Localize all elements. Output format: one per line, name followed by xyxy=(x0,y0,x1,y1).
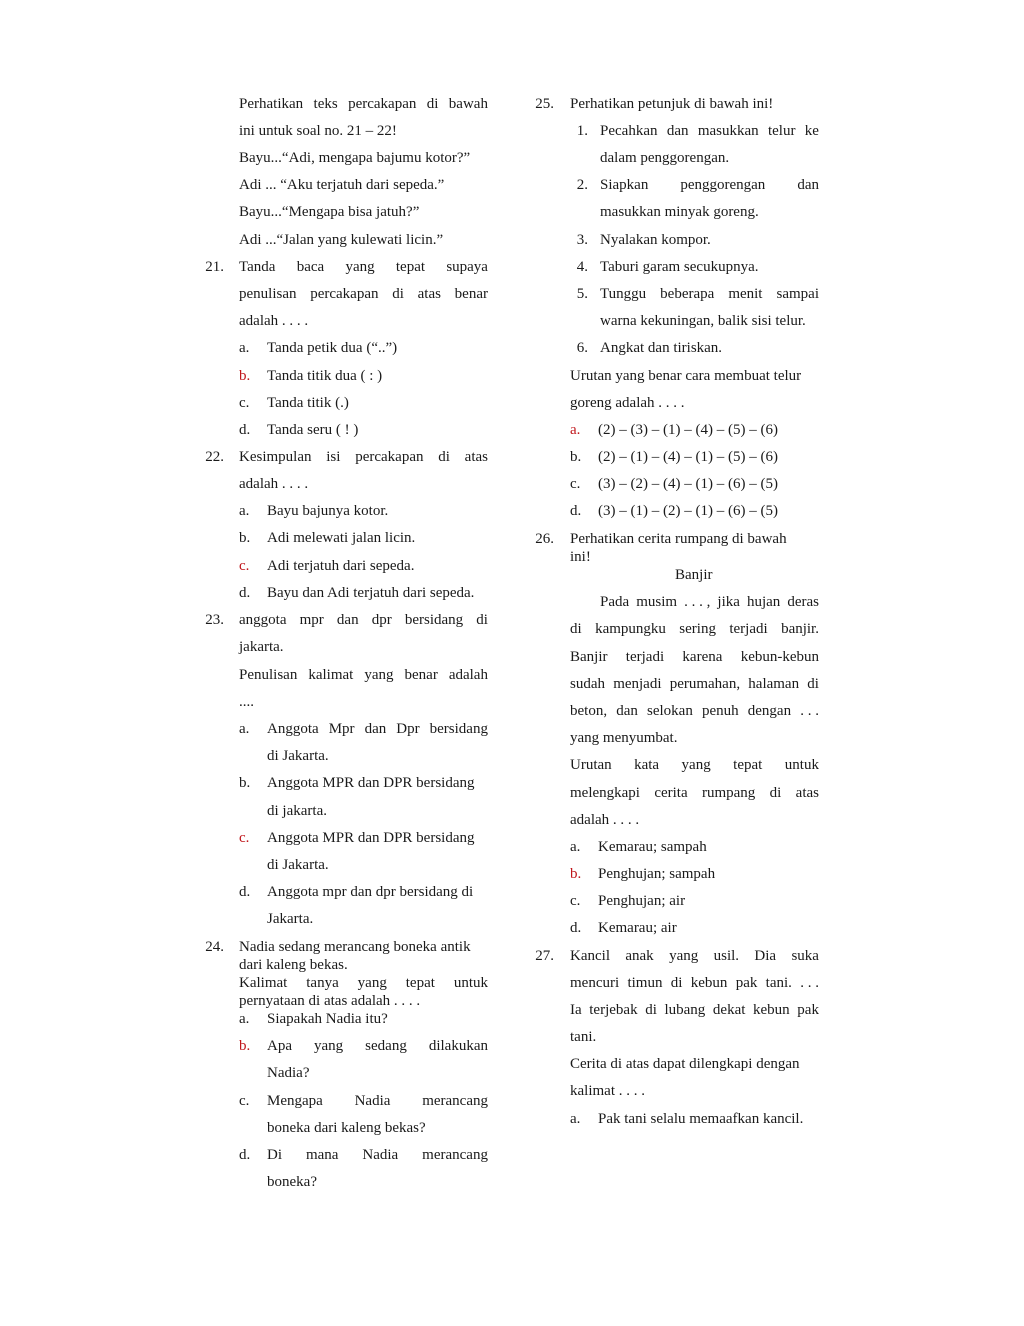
question-prompt xyxy=(570,784,819,802)
word: sampai xyxy=(776,286,819,302)
story-line xyxy=(570,648,819,666)
option-letter: a. xyxy=(570,839,581,855)
word: yang xyxy=(345,259,375,275)
word: kebun xyxy=(690,975,728,991)
option-letter: d. xyxy=(570,503,582,519)
word: karena xyxy=(682,649,723,665)
story-line: yang menyumbat. xyxy=(570,730,678,746)
question-text: Nadia sedang merancang boneka antik xyxy=(239,939,471,955)
option-letter: c. xyxy=(570,476,581,492)
intro-line xyxy=(239,95,488,113)
option-text: Kemarau; sampah xyxy=(598,839,707,855)
option-letter: d. xyxy=(570,920,582,936)
word: terjadi xyxy=(729,621,768,637)
option-text: di Jakarta. xyxy=(267,748,329,764)
step-text: Angkat dan tiriskan. xyxy=(600,340,723,356)
step-text: Nyalakan kompor. xyxy=(600,232,711,248)
question-text: adalah . . . . xyxy=(239,476,309,492)
question-text: jakarta. xyxy=(239,639,284,655)
word: di xyxy=(807,676,819,692)
word: Banjir xyxy=(570,649,608,665)
word: Tanda xyxy=(239,259,276,275)
word: . . . , xyxy=(684,594,711,610)
question-number: 27. xyxy=(535,948,554,964)
option-letter: d. xyxy=(239,1147,251,1163)
step-number: 4. xyxy=(576,259,588,275)
word: selokan xyxy=(647,703,693,719)
question-text: Perhatikan cerita rumpang di bawah xyxy=(570,531,787,547)
step-number: 2. xyxy=(576,177,588,193)
word: melengkapi xyxy=(570,785,640,801)
option-text: Bayu bajunya kotor. xyxy=(267,503,389,519)
option-text: Nadia? xyxy=(267,1065,310,1081)
step-text xyxy=(600,176,819,194)
word: mana xyxy=(305,1147,339,1163)
word: . . . xyxy=(800,975,819,991)
word: atas xyxy=(795,785,819,801)
word: kata xyxy=(634,757,660,773)
question-prompt: pernyataan di atas adalah . . . . xyxy=(239,993,421,1009)
option-text: Penghujan; sampah xyxy=(598,866,716,882)
word: di xyxy=(392,286,404,302)
word: kebun xyxy=(753,1002,790,1018)
word: di xyxy=(570,621,582,637)
word: percakapan xyxy=(355,449,424,465)
word: merancang xyxy=(422,1147,488,1163)
word: jika xyxy=(717,594,740,610)
word: untuk xyxy=(784,757,819,773)
word: timun xyxy=(627,975,663,991)
question-text: dari kaleng bekas. xyxy=(239,957,348,973)
word: yang xyxy=(681,757,711,773)
step-text: masukkan minyak goreng. xyxy=(600,204,759,220)
option-text: (2) – (3) – (1) – (4) – (5) – (6) xyxy=(598,422,778,438)
word: terjebak xyxy=(589,1002,638,1018)
question-number: 23. xyxy=(205,612,224,628)
word: Mpr xyxy=(328,721,355,737)
question-prompt: kalimat . . . . xyxy=(570,1083,645,1099)
word: Kesimpulan xyxy=(239,449,312,465)
intro-line: ini untuk soal no. 21 – 22! xyxy=(239,123,397,139)
word: Dia xyxy=(754,948,777,964)
option-letter: c. xyxy=(570,893,581,909)
dialogue-line: Bayu...“Mengapa bisa jatuh?” xyxy=(239,204,420,220)
word: pak xyxy=(797,1002,819,1018)
question-text: tani. xyxy=(570,1029,597,1045)
option-text: boneka dari kaleng bekas? xyxy=(267,1120,426,1136)
word: supaya xyxy=(446,259,488,275)
word: merancang xyxy=(422,1093,488,1109)
word: anggota xyxy=(239,612,287,628)
option-text: (2) – (1) – (4) – (1) – (5) – (6) xyxy=(598,449,778,465)
word: baca xyxy=(296,259,325,275)
word: deras xyxy=(787,594,819,610)
answer-option-letter: c. xyxy=(239,558,250,574)
option-text: Tanda petik dua (“..”) xyxy=(267,340,398,356)
word: Mengapa xyxy=(267,1093,323,1109)
word: tanya xyxy=(306,975,339,991)
word: telur xyxy=(767,123,796,139)
word: Apa xyxy=(267,1038,292,1054)
dialogue-line: Bayu...“Adi, mengapa bajumu kotor?” xyxy=(239,150,471,166)
word: tepat xyxy=(733,757,763,773)
option-text: Kemarau; air xyxy=(598,920,677,936)
step-text: warna kekuningan, balik sisi telur. xyxy=(600,313,806,329)
option-letter: d. xyxy=(239,422,251,438)
word: Penulisan xyxy=(239,667,298,683)
word: Kancil xyxy=(570,948,610,964)
word: menjadi xyxy=(613,676,662,692)
option-letter: b. xyxy=(239,775,251,791)
step-text: dalam penggorengan. xyxy=(600,150,730,166)
question-prompt: adalah . . . . xyxy=(570,812,640,828)
answer-option-letter: b. xyxy=(239,1038,251,1054)
word: Anggota xyxy=(267,721,319,737)
option-letter: a. xyxy=(239,503,250,519)
word: Kalimat xyxy=(239,975,288,991)
option-text: Jakarta. xyxy=(267,911,314,927)
word: mencuri xyxy=(570,975,620,991)
question-text xyxy=(239,611,488,629)
word: atas xyxy=(417,286,441,302)
word: di xyxy=(769,785,782,801)
option-text: Anggota MPR dan DPR bersidang xyxy=(267,775,475,791)
dialogue-line: Adi ...“Jalan yang kulewati licin.” xyxy=(239,232,444,248)
option-text: di Jakarta. xyxy=(267,857,329,873)
question-prompt: Cerita di atas dapat dilengkapi dengan xyxy=(570,1056,800,1072)
option-text xyxy=(267,1146,488,1164)
option-text: Penghujan; air xyxy=(598,893,686,909)
answer-option-letter: b. xyxy=(570,866,582,882)
word: sudah xyxy=(570,676,605,692)
word: dan xyxy=(364,721,387,737)
question-number: 25. xyxy=(535,96,554,112)
option-text: Siapakah Nadia itu? xyxy=(267,1011,388,1027)
option-letter: c. xyxy=(239,395,250,411)
question-prompt: .... xyxy=(239,694,254,710)
question-text xyxy=(239,285,488,303)
option-letter: d. xyxy=(239,884,251,900)
option-letter: b. xyxy=(570,449,582,465)
option-letter: a. xyxy=(239,721,250,737)
word: yang xyxy=(364,667,394,683)
option-text xyxy=(267,1037,488,1055)
option-text: Anggota mpr dan dpr bersidang di xyxy=(267,884,474,900)
question-prompt: Urutan yang benar cara membuat telur xyxy=(570,368,802,384)
option-letter: a. xyxy=(239,1011,250,1027)
option-text xyxy=(267,1092,488,1110)
dialogue-line: Adi ... “Aku terjatuh dari sepeda.” xyxy=(239,177,445,193)
question-text xyxy=(239,448,488,466)
word: tepat xyxy=(405,975,435,991)
answer-option-letter: b. xyxy=(239,368,251,384)
question-prompt xyxy=(239,974,488,992)
word: suka xyxy=(791,948,819,964)
question-number: 24. xyxy=(205,939,224,955)
word: percakapan xyxy=(310,286,379,302)
word: sedang xyxy=(365,1038,407,1054)
word: terjadi xyxy=(625,649,665,665)
option-letter: a. xyxy=(570,1111,581,1127)
word: pak xyxy=(735,975,758,991)
option-text: Tanda seru ( ! ) xyxy=(267,422,359,438)
word: beberapa xyxy=(660,286,715,302)
word: anak xyxy=(625,948,654,964)
story-line xyxy=(600,593,819,611)
word: bersidang xyxy=(404,612,464,628)
word: lubang xyxy=(664,1002,706,1018)
word: rumpang xyxy=(701,785,756,801)
word: percakapan xyxy=(348,96,417,112)
option-text: Adi terjatuh dari sepeda. xyxy=(267,558,415,574)
word: Ia xyxy=(570,1002,582,1018)
option-letter: b. xyxy=(239,530,251,546)
story-line xyxy=(570,675,819,693)
word: hujan xyxy=(746,594,781,610)
word: dan xyxy=(797,177,819,193)
word: yang xyxy=(314,1038,344,1054)
story-title: Banjir xyxy=(675,567,713,583)
word: kalimat xyxy=(308,667,354,683)
question-text xyxy=(239,258,488,276)
word: yang xyxy=(669,948,699,964)
word: beton, xyxy=(570,703,608,719)
word: kebun-kebun xyxy=(740,649,819,665)
word: Siapkan xyxy=(600,177,649,193)
word: penggorengan xyxy=(680,177,766,193)
option-text: Adi melewati jalan licin. xyxy=(267,530,416,546)
word: isi xyxy=(326,449,341,465)
question-text: Perhatikan petunjuk di bawah ini! xyxy=(570,96,774,112)
question-text xyxy=(570,974,819,992)
option-text xyxy=(267,720,488,738)
word: Nadia xyxy=(354,1093,391,1109)
word: dpr xyxy=(371,612,392,628)
option-text: (3) – (2) – (4) – (1) – (6) – (5) xyxy=(598,476,778,492)
word: banjir. xyxy=(781,621,819,637)
word: dan xyxy=(666,123,689,139)
word: Di xyxy=(267,1147,282,1163)
option-letter: c. xyxy=(239,1093,250,1109)
question-number: 21. xyxy=(205,259,224,275)
step-number: 5. xyxy=(576,286,588,302)
word: menit xyxy=(728,286,763,302)
question-text: adalah . . . . xyxy=(239,313,309,329)
word: dilakukan xyxy=(428,1038,488,1054)
word: Perhatikan xyxy=(239,96,304,112)
word: penulisan xyxy=(239,286,297,302)
word: dengan xyxy=(747,703,792,719)
question-prompt: goreng adalah . . . . xyxy=(570,395,685,411)
question-number: 22. xyxy=(205,449,224,465)
word: untuk xyxy=(453,975,488,991)
word: bersidang xyxy=(429,721,488,737)
word: tani. xyxy=(765,975,792,991)
word: perumahan, xyxy=(669,676,741,692)
question-prompt xyxy=(239,666,488,684)
question-text xyxy=(570,1001,819,1019)
word: di xyxy=(645,1002,657,1018)
step-number: 3. xyxy=(576,232,588,248)
word: usil. xyxy=(713,948,740,964)
word: teks xyxy=(313,96,338,112)
story-line xyxy=(570,620,819,638)
word: benar xyxy=(454,286,488,302)
option-text: Tanda titik (.) xyxy=(267,395,349,411)
word: di xyxy=(476,612,488,628)
word: di xyxy=(670,975,683,991)
word: Nadia xyxy=(362,1147,399,1163)
option-text: Anggota MPR dan DPR bersidang xyxy=(267,830,475,846)
step-number: 1. xyxy=(576,123,588,139)
word: Pada xyxy=(600,594,630,610)
word: atas xyxy=(464,449,488,465)
word: mpr xyxy=(299,612,324,628)
word: dan xyxy=(616,703,638,719)
word: Urutan xyxy=(570,757,612,773)
option-letter: d. xyxy=(239,585,251,601)
answer-option-letter: a. xyxy=(570,422,581,438)
answer-option-letter: c. xyxy=(239,830,250,846)
word: bawah xyxy=(448,96,488,112)
word: dan xyxy=(336,612,359,628)
word: ke xyxy=(804,123,819,139)
word: adalah xyxy=(448,667,488,683)
word: Tunggu xyxy=(600,286,647,302)
word: halaman xyxy=(748,676,800,692)
word: penuh xyxy=(701,703,739,719)
word: kampungku xyxy=(595,621,666,637)
option-letter: a. xyxy=(239,340,250,356)
word: tepat xyxy=(395,259,426,275)
question-prompt xyxy=(570,756,819,774)
step-text xyxy=(600,285,819,303)
word: musim xyxy=(636,594,678,610)
option-text: (3) – (1) – (2) – (1) – (6) – (5) xyxy=(598,503,778,519)
word: di xyxy=(426,96,439,112)
word: . . . xyxy=(800,703,819,719)
word: cerita xyxy=(654,785,688,801)
story-line xyxy=(570,702,819,720)
question-text xyxy=(570,947,819,965)
question-text: ini! xyxy=(570,549,591,565)
word: dekat xyxy=(712,1002,746,1018)
step-text: Taburi garam secukupnya. xyxy=(600,259,759,275)
word: masukkan xyxy=(697,123,759,139)
word: di xyxy=(438,449,450,465)
option-text: Tanda titik dua ( : ) xyxy=(267,368,383,384)
option-text: Bayu dan Adi terjatuh dari sepeda. xyxy=(267,585,475,601)
option-text: Pak tani selalu memaafkan kancil. xyxy=(598,1111,804,1127)
option-text: boneka? xyxy=(267,1174,317,1190)
word: Pecahkan xyxy=(600,123,658,139)
word: Dpr xyxy=(396,721,420,737)
question-number: 26. xyxy=(535,531,554,547)
step-number: 6. xyxy=(576,340,588,356)
word: sering xyxy=(679,621,716,637)
step-text xyxy=(600,122,819,140)
word: yang xyxy=(357,975,387,991)
word: benar xyxy=(404,667,438,683)
option-text: di jakarta. xyxy=(267,803,327,819)
